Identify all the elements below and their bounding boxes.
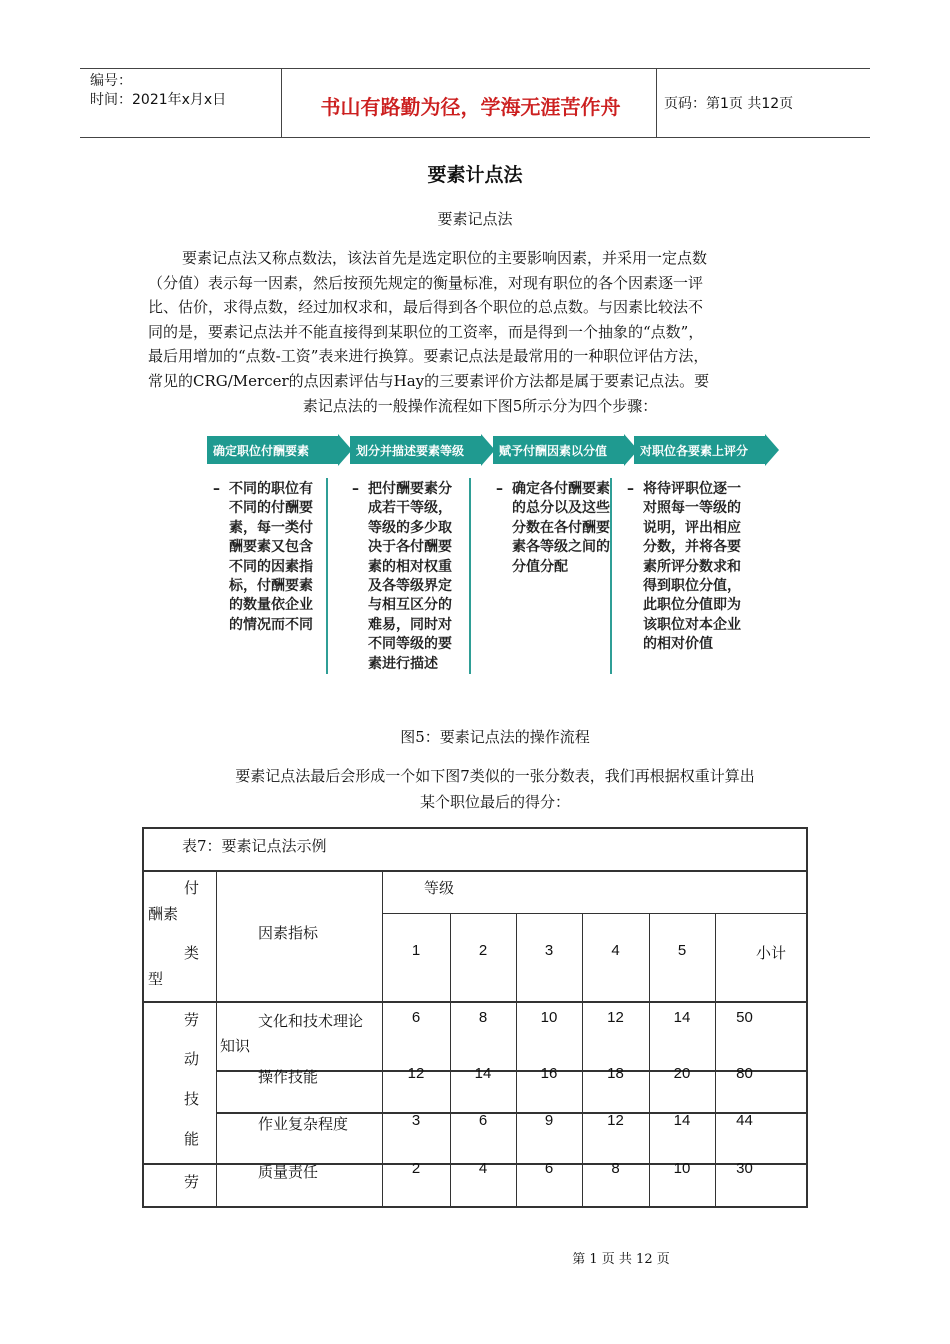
flow-step-line: 的总分以及这些	[512, 500, 610, 517]
flow-step-line: 素所评分数求和	[643, 558, 741, 575]
flow-step-line: 的相对价值	[643, 636, 713, 653]
bullet-dash: –	[496, 481, 503, 497]
paragraph-line: 最后用增加的“点数-工资”表来进行换算。要素记点法是最常用的一种职位评估方法，	[148, 347, 709, 366]
table-rule	[382, 913, 806, 914]
time-label: 时间：2021年x月x日	[90, 92, 227, 108]
flow-step-line: 及各等级界定	[368, 578, 452, 595]
score-cell: 6	[544, 1160, 554, 1177]
flow-step-description	[627, 480, 741, 655]
flow-step-line: 对照每一等级的	[643, 500, 741, 517]
factor-line: 操作技能	[258, 1068, 319, 1086]
header-page-number: 页码：第1页 共12页	[664, 96, 794, 112]
paragraph-line: 比、估价，求得点数，经过加权求和，最后得到各个职位的总点数。与因素比较法不	[148, 298, 704, 317]
flow-step-line: 不同的因素指	[229, 558, 313, 575]
flow-step-line: 不同的职位有	[229, 481, 313, 497]
factor-line: 知识	[220, 1037, 251, 1055]
paragraph-line: 同的是，要素记点法并不能直接得到某职位的工资率，而是得到一个抽象的“点数”，	[148, 322, 704, 341]
flow-step-line: 成若干等级，	[368, 500, 452, 517]
flow-step-line: 素，每一类付	[229, 519, 313, 536]
flow-step-description	[496, 480, 610, 577]
factor-cell	[220, 1160, 380, 1185]
flow-step-arrow	[350, 434, 495, 466]
score-cell: 12	[607, 1009, 624, 1026]
type-header-line: 付	[184, 879, 200, 897]
flow-step-line: 说明，评出相应	[643, 519, 741, 536]
flow-step-line: 分值分配	[512, 558, 568, 575]
table-intro-paragraph	[160, 763, 830, 815]
paragraph-line: （分值）表示每一因素，然后按预先规定的衡量标准，对现有职位的各个因素逐一评	[148, 273, 704, 292]
table-rule	[144, 1001, 806, 1003]
score-cell: 12	[407, 1065, 425, 1082]
score-table	[142, 827, 808, 1208]
group-label-char: 劳	[184, 1011, 200, 1029]
flow-step-description	[352, 480, 452, 674]
flow-step-title: 划分并描述要素等级	[356, 444, 465, 458]
flow-step-line: 此职位分值即为	[643, 597, 741, 614]
flow-step-line: 分数，并将各要	[643, 539, 741, 556]
flow-step-line: 素各等级之间的	[512, 539, 610, 556]
subtotal-cell: 80	[736, 1065, 753, 1082]
factor-cell	[220, 1009, 380, 1059]
table-rule	[715, 913, 716, 1206]
score-cell: 12	[607, 1112, 624, 1129]
flow-step-line: 分数在各付酬要	[512, 519, 610, 536]
score-cell: 6	[411, 1009, 421, 1026]
table-rule	[382, 870, 383, 1206]
factor-line: 作业复杂程度	[258, 1115, 349, 1133]
table-rule	[216, 870, 217, 1206]
factor-cell	[220, 1065, 380, 1090]
group-label-char: 劳	[184, 1173, 200, 1191]
score-cell: 6	[478, 1112, 488, 1129]
flow-step-description	[213, 480, 313, 635]
factor-line: 质量责任	[258, 1163, 319, 1181]
paragraph-line: 要素记点法又称点数法，该法首先是选定职位的主要影响因素，并采用一定点数	[182, 249, 708, 267]
flow-step-line: 的情况而不同	[229, 616, 313, 633]
grade-header: 等级	[424, 879, 455, 897]
score-cell: 3	[411, 1112, 421, 1129]
flow-step-arrow	[207, 434, 352, 466]
score-cell: 20	[673, 1065, 691, 1082]
document-title: 要素计点法	[427, 164, 523, 186]
document-subtitle: 要素记点法	[437, 210, 513, 228]
score-cell: 10	[540, 1009, 558, 1026]
factor-line: 文化和技术理论	[258, 1012, 364, 1030]
table-caption: 表7：要素记点法示例	[182, 837, 327, 855]
subtotal-cell: 50	[736, 1009, 753, 1026]
flow-step-arrow	[634, 434, 779, 466]
score-cell: 18	[607, 1065, 624, 1082]
score-cell: 10	[673, 1160, 691, 1177]
flow-step-line: 不同等级的要	[368, 636, 452, 653]
intro-paragraph	[148, 246, 812, 418]
score-cell: 14	[474, 1065, 492, 1082]
flow-column-divider	[610, 478, 612, 674]
header-divider	[281, 69, 282, 137]
grade-number: 5	[677, 942, 687, 959]
flow-step-line: 决于各付酬要	[368, 539, 452, 556]
bullet-dash: –	[627, 481, 634, 497]
bullet-dash: –	[352, 481, 359, 497]
score-cell: 9	[544, 1112, 554, 1129]
page-footer: 第 1 页 共 12 页	[572, 1252, 670, 1267]
paragraph-line: 素记点法的一般操作流程如下图5所示分为四个步骤：	[302, 396, 658, 415]
score-cell: 2	[411, 1160, 421, 1177]
header-meta	[90, 72, 226, 110]
subtotal-cell: 30	[736, 1160, 753, 1177]
flow-step-line: 把付酬要素分	[368, 481, 452, 497]
flow-step-line: 难易，同时对	[368, 616, 452, 633]
flow-step-arrow	[493, 434, 638, 466]
type-header-line: 类	[184, 944, 200, 962]
factor-header: 因素指标	[258, 924, 319, 942]
flow-step-line: 该职位对本企业	[643, 616, 741, 633]
score-cell: 14	[673, 1009, 691, 1026]
flow-step-line: 等级的多少取	[368, 519, 452, 536]
flow-step-line: 与相互区分的	[368, 597, 452, 614]
score-cell: 4	[478, 1160, 488, 1177]
flow-step-title: 确定职位付酬要素	[213, 444, 310, 458]
group-label-char: 能	[184, 1130, 200, 1148]
flow-step-title: 赋予付酬因素以分值	[499, 444, 608, 458]
flow-column-divider	[469, 478, 471, 674]
subtotal-header: 小计	[756, 944, 787, 962]
group-label-char: 动	[184, 1050, 200, 1068]
bullet-dash: –	[213, 481, 220, 497]
flow-step-line: 标，付酬要素	[229, 578, 313, 595]
subtotal-cell: 44	[736, 1112, 753, 1129]
flow-step-title: 对职位各要素上评分	[640, 444, 749, 458]
table-rule	[144, 870, 806, 872]
flow-step-line: 素进行描述	[368, 655, 438, 672]
flow-step-line: 的数量依企业	[229, 597, 313, 614]
type-header-line: 酬素	[148, 905, 179, 923]
flow-column-divider	[326, 478, 328, 674]
flow-step-line: 酬要素又包含	[229, 539, 313, 556]
flow-step-line: 素的相对权重	[368, 558, 452, 575]
paragraph-line: 某个职位最后的得分：	[419, 793, 570, 811]
flow-step-line: 将待评职位逐一	[643, 481, 741, 497]
process-flow-figure	[207, 434, 779, 676]
header-motto: 书山有路勤为径，学海无涯苦作舟	[320, 95, 621, 119]
header-divider	[656, 69, 657, 137]
serial-label: 编号：	[90, 73, 132, 89]
score-cell: 8	[611, 1160, 620, 1177]
flow-step-line: 不同的付酬要	[229, 500, 313, 517]
flow-step-line: 确定各付酬要素	[512, 481, 610, 497]
factor-cell	[220, 1112, 380, 1137]
type-header-line: 型	[148, 970, 164, 988]
paragraph-line: 要素记点法最后会形成一个如下图7类似的一张分数表，我们再根据权重计算出	[235, 767, 755, 785]
paragraph-line: 常见的CRG/Mercer的点因素评估与Hay的三要素评价方法都是属于要素记点法。要	[148, 371, 710, 390]
flow-step-line: 得到职位分值，	[643, 578, 741, 595]
score-cell: 8	[478, 1009, 488, 1026]
grade-number: 4	[611, 942, 620, 959]
group-label-char: 技	[184, 1090, 200, 1108]
grade-number: 1	[411, 942, 421, 959]
grade-number: 3	[544, 942, 554, 959]
score-cell: 16	[540, 1065, 558, 1082]
figure-caption: 图5：要素记点法的操作流程	[400, 728, 590, 746]
score-cell: 14	[673, 1112, 691, 1129]
page-header	[80, 68, 870, 138]
grade-number: 2	[478, 942, 488, 959]
